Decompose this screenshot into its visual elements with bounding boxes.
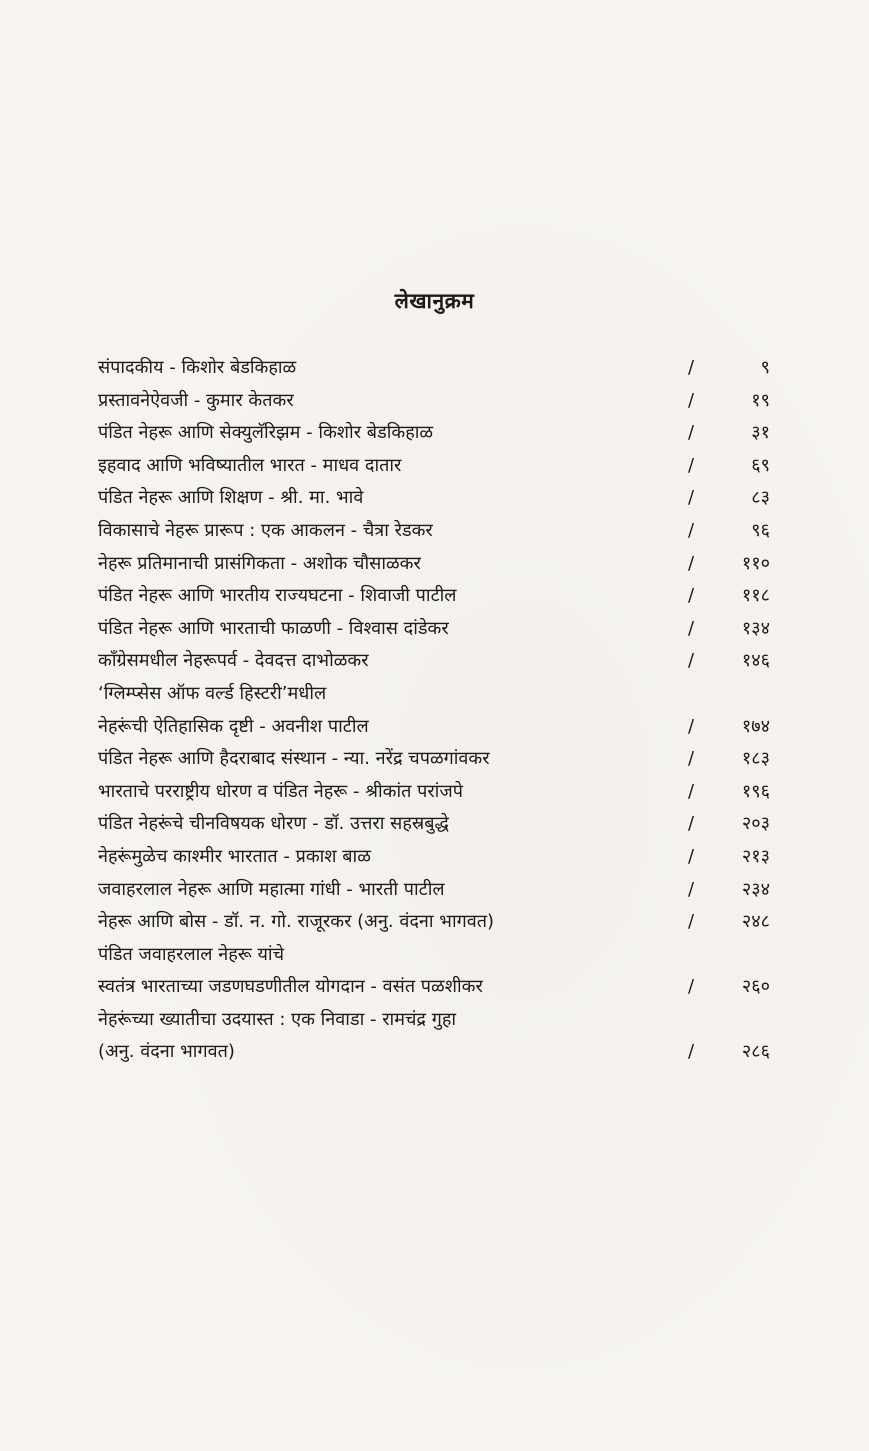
entry-title: (अनु. वंदना भागवत)	[98, 1041, 235, 1063]
separator: /	[688, 911, 695, 933]
page-number: २६०	[741, 976, 770, 998]
entry-title: विकासाचे नेहरू प्रारूप : एक आकलन - चैत्रा रेडकर	[98, 519, 433, 541]
separator: /	[688, 813, 695, 835]
toc-entry	[98, 645, 770, 678]
toc-entry	[98, 580, 770, 613]
page-number: ३१	[751, 422, 770, 444]
toc-entry	[98, 874, 770, 907]
page-number: ९	[760, 357, 770, 378]
page-number: ६९	[751, 454, 770, 476]
entry-title: पंडित नेहरू आणि भारताची फाळणी - विश्वास दांडेकर	[98, 617, 449, 639]
toc-entry	[98, 743, 770, 776]
toc-entry	[98, 613, 770, 646]
page-number: २८६	[741, 1041, 770, 1063]
entry-title: नेहरूंच्या ख्यातीचा उदयास्त : एक निवाडा - रामचंद्र गुहा	[98, 1008, 457, 1030]
page-number: १९६	[741, 780, 770, 802]
toc-entry	[98, 678, 770, 711]
entry-title: नेहरूंमुळेच काश्मीर भारतात - प्रकाश बाळ	[98, 845, 371, 867]
entry-title: इहवाद आणि भविष्यातील भारत - माधव दातार	[98, 454, 402, 476]
entry-title: स्वतंत्र भारताच्या जडणघडणीतील योगदान - वसंत पळशीकर	[98, 976, 483, 998]
entry-title: पंडित नेहरूंचे चीनविषयक धोरण - डॉ. उत्तरा सहस्रबुद्धे	[98, 813, 449, 835]
page-number: १८३	[741, 748, 770, 770]
separator: /	[688, 748, 695, 770]
entry-title: ‘ग्लिम्प्सेस ऑफ वर्ल्ड हिस्टरी’मधील	[98, 682, 327, 704]
toc-entry	[98, 841, 770, 874]
toc-entry	[98, 971, 770, 1004]
separator: /	[688, 552, 695, 574]
page-number: १३४	[741, 617, 770, 639]
toc-entry	[98, 515, 770, 548]
page-number: २१३	[741, 845, 770, 867]
separator: /	[688, 976, 695, 998]
entry-title: नेहरू आणि बोस - डॉ. न. गो. राजूरकर (अनु. वंदना भागवत)	[98, 911, 495, 933]
separator: /	[688, 422, 695, 444]
separator: /	[688, 519, 695, 541]
separator: /	[688, 878, 695, 900]
entry-title: नेहरू प्रतिमानाची प्रासंगिकता - अशोक चौसाळकर	[98, 552, 421, 574]
separator: /	[688, 1041, 695, 1063]
page-number: ११८	[741, 585, 770, 607]
page-title: लेखानुक्रम	[394, 289, 475, 313]
toc-entry	[98, 1036, 770, 1069]
separator: /	[688, 357, 695, 378]
entry-title: भारताचे परराष्ट्रीय धोरण व पंडित नेहरू - श्रीकांत परांजपे	[98, 780, 463, 802]
table-of-contents	[98, 352, 770, 1069]
page-number: ९६	[751, 519, 770, 541]
separator: /	[688, 780, 695, 802]
toc-entry	[98, 450, 770, 483]
entry-title: काँग्रेसमधील नेहरूपर्व - देवदत्त दाभोळकर	[98, 650, 369, 672]
entry-title: संपादकीय - किशोर बेडकिहाळ	[98, 357, 297, 378]
toc-entry	[98, 385, 770, 418]
entry-title: पंडित जवाहरलाल नेहरू यांचे	[98, 943, 285, 965]
separator: /	[688, 585, 695, 607]
entry-title: प्रस्तावनेऐवजी - कुमार केतकर	[98, 389, 294, 411]
separator: /	[688, 487, 695, 509]
separator: /	[688, 845, 695, 867]
page-number: १४६	[741, 650, 770, 672]
toc-entry	[98, 906, 770, 939]
entry-title: नेहरूंची ऐतिहासिक दृष्टी - अवनीश पाटील	[98, 715, 369, 737]
page-number: २३४	[741, 878, 770, 900]
toc-entry	[98, 482, 770, 515]
entry-title: पंडित नेहरू आणि सेक्युलॅरिझम - किशोर बेडकिहाळ	[98, 422, 434, 444]
page-number: १९	[751, 389, 770, 411]
separator: /	[688, 650, 695, 672]
toc-entry	[98, 808, 770, 841]
page-number: ८३	[751, 487, 770, 509]
entry-title: पंडित नेहरू आणि शिक्षण - श्री. मा. भावे	[98, 487, 364, 509]
entry-title: पंडित नेहरू आणि हैदराबाद संस्थान - न्या. नरेंद्र चपळगांवकर	[98, 748, 490, 770]
toc-entry	[98, 939, 770, 972]
toc-entry	[98, 352, 770, 385]
entry-title: जवाहरलाल नेहरू आणि महात्मा गांधी - भारती पाटील	[98, 878, 445, 900]
page-number: २४८	[741, 911, 770, 933]
toc-entry	[98, 1004, 770, 1037]
page-number: ११०	[741, 552, 770, 574]
page-number: २०३	[741, 813, 770, 835]
toc-entry	[98, 711, 770, 744]
page-number: १७४	[741, 715, 770, 737]
separator: /	[688, 715, 695, 737]
toc-entry	[98, 776, 770, 809]
separator: /	[688, 454, 695, 476]
separator: /	[688, 389, 695, 411]
toc-entry	[98, 548, 770, 581]
entry-title: पंडित नेहरू आणि भारतीय राज्यघटना - शिवाजी पाटील	[98, 585, 457, 607]
separator: /	[688, 617, 695, 639]
toc-entry	[98, 417, 770, 450]
